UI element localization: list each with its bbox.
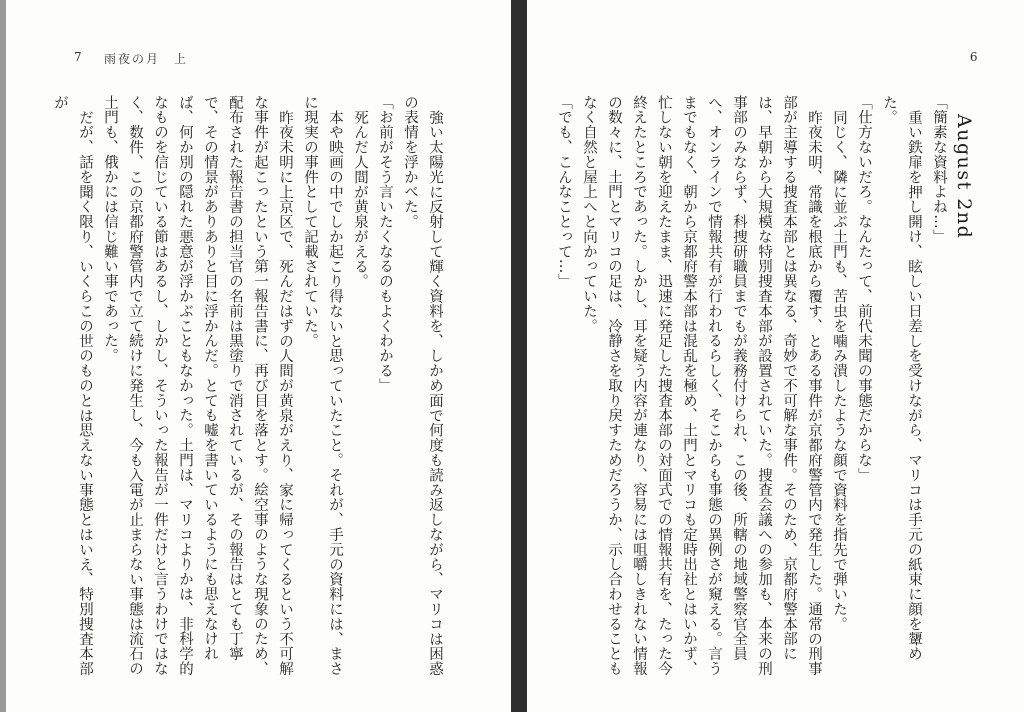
dialog-line: 「仕方ないだろ。なんたって、前代未聞の事態だからな」 bbox=[856, 95, 872, 483]
paragraph: 昨夜未明、常識を根底から覆す、とある事件が京都府警管内で発生した。通常の刑事部が主導する捜査本部とは異なる、奇妙で不可解な事件。そのため、京都府警本部には、早朝から大規模な特別捜査本部が設置されていた。捜査会議への参加も、本来の刑事部のみならず、科捜研職員までもが義務付けられ、この後、所轄の地域警察官全員へ、オンラインで情報共有が行われるらしく、そこからも事態の異例さが窺える。言うまでもなく、朝から京都府警本部は混乱を極め、土門とマリコも定時出社とはいかず、忙しない朝を迎えたまま、迅速に発足した捜査本部の対面式での情報共有を、たった今終えたところであった。しかし、耳を疑う内容が連なり、容易には咀嚼しきれない情報の数々に、土門とマリコの足は、冷静さを取り戻すためだろうか、示し合わせることもなく自然と屋上へと向かっていた。 bbox=[581, 95, 822, 677]
chapter-heading: August 2nd bbox=[953, 114, 975, 240]
right-page bbox=[527, 0, 1024, 712]
paragraph: 同じく、隣に並ぶ土門も、苦虫を噛み潰したような顔で資料を指先で弾いた。 bbox=[831, 109, 847, 631]
right-body-text bbox=[551, 95, 976, 680]
paragraph: 本や映画の中でしか起こり得ないと思っていたこと。それが、手元の資料には、まさに現実の事件として記載されていた。 bbox=[302, 95, 343, 676]
paragraph: 昨夜未明に上京区で、死んだはずの人間が黄泉がえり、家に帰ってくるという不可解な事件が起こったという第一報告書に、再び目を落とす。絵空事のような現象のため、配布された報告書の担当官の名前は黒塗りで消されているが、その報告はとても丁寧で、その情景がありありと目に浮かんだ。とても嘘を書いているようにも思えなければ、何か別の隠れた悪意が浮かぶこともなかった。土門は、マリコよりかは、非科学的なものを信じている節はあるし、しかし、そういった報告が一件だけと言うわけではなく、数件、この京都府警管内で立て続けに発生し、今も入電が止まらない事態は流石の土門も、俄かには信じ難い事であった。 bbox=[102, 95, 293, 677]
paragraph: だが、話を聞く限り、いくらこの世のものとは思えない事態とはいえ、特別捜査本部が bbox=[52, 95, 93, 676]
paragraph: 重い鉄扉を押し開け、眩しい日差しを受けながら、マリコは手元の紙束に顔を顰めた。 bbox=[881, 95, 922, 661]
dialog-line: 「簡素な資料よね…」 bbox=[931, 95, 947, 244]
dialog-line: 「お前がそう言いたくなるのもよくわかる」 bbox=[377, 95, 393, 393]
paragraph: 強い太陽光に反射して輝く資料を、しかめ面で何度も読み返しながら、マリコは困惑の表情を浮かべた。 bbox=[402, 95, 443, 676]
page-number-right: 6 bbox=[969, 50, 978, 64]
page-number-left: 7 bbox=[74, 50, 83, 64]
page-gutter bbox=[511, 0, 527, 712]
dialog-line: 「でも、こんなことって…」 bbox=[556, 95, 572, 289]
left-body-text bbox=[47, 95, 447, 680]
running-title: 雨夜の月 上 bbox=[104, 52, 189, 66]
paragraph: 死んだ人間が黄泉がえる。 bbox=[352, 109, 368, 289]
left-page bbox=[6, 0, 511, 712]
